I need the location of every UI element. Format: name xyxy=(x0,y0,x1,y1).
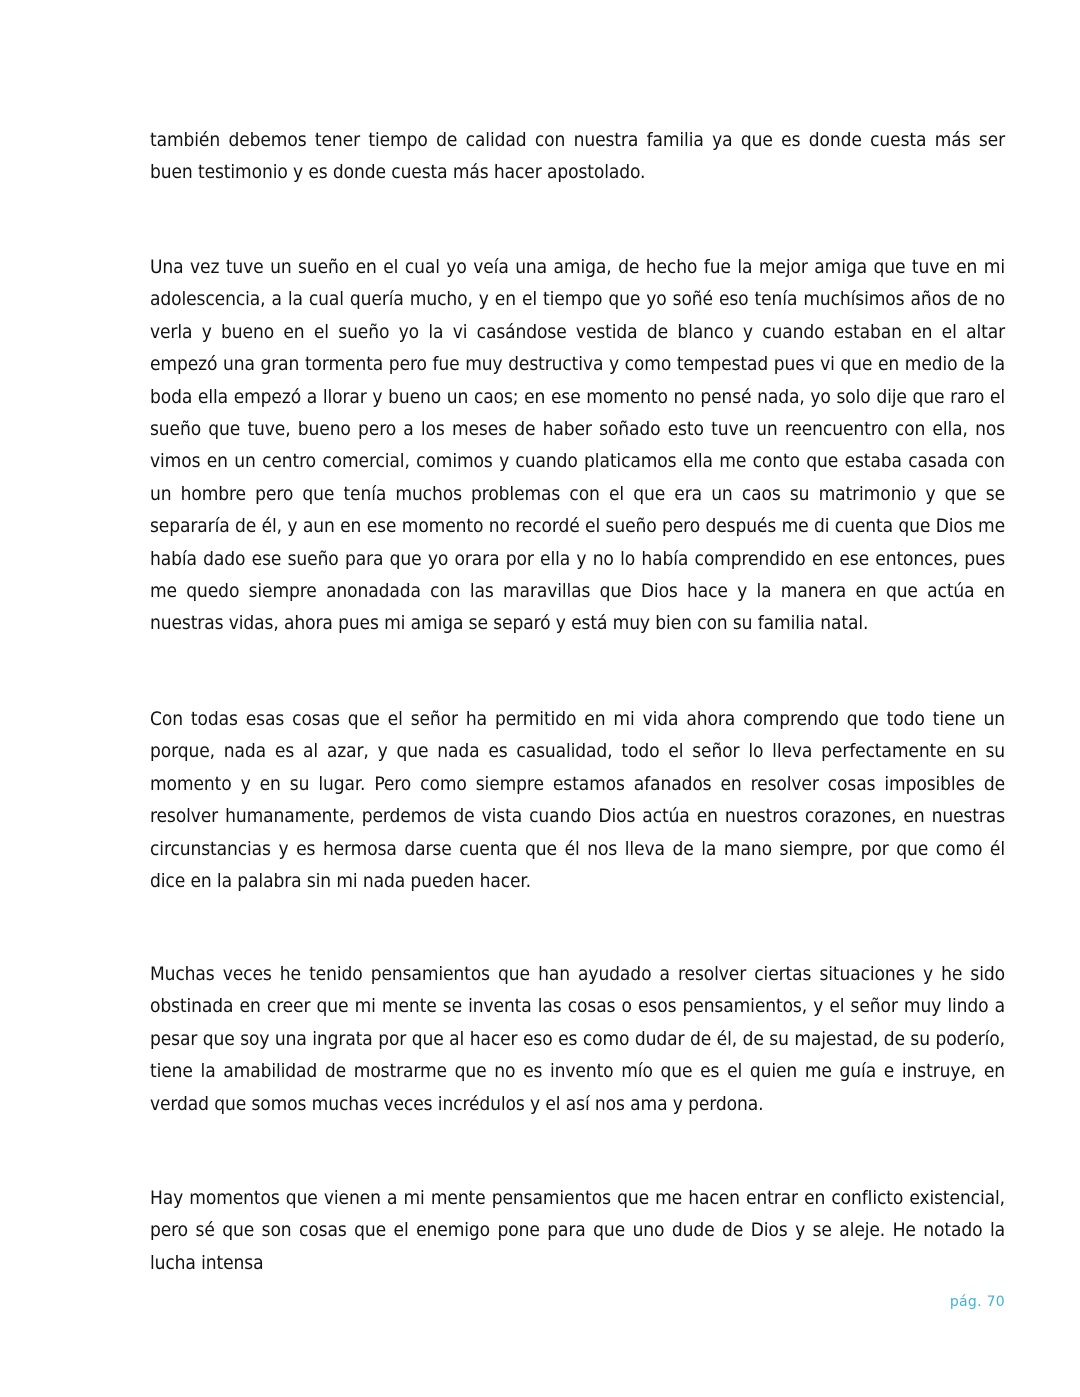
page-number: pág. 70 xyxy=(949,1294,1005,1310)
paragraph-3: Con todas esas cosas que el señor ha permitido en mi vida ahora comprendo que todo tiene un porque, nada es al azar, y que nada es casualidad, todo el señor lo lleva perfectamente en su momento y en su lugar. Pero como siempre estamos afanados en resolver cosas imposibles de resolver humanamente, perdemos de vista cuando Dios actúa en nuestros corazones, en nuestras circunstancias y es hermosa darse cuenta que él nos lleva de la mano siempre, por que como él dice en la palabra sin mi nada pueden hacer. xyxy=(150,708,1005,893)
paragraph-4: Muchas veces he tenido pensamientos que han ayudado a resolver ciertas situaciones y he sido obstinada en creer que mi mente se inventa las cosas o esos pensamientos, y el señor muy lindo a pesar que soy una ingrata por que al hacer eso es como dudar de él, de su majestad, de su poderío, tiene la amabilidad de mostrarme que no es invento mío que es el quien me guía e instruye, en verdad que somos muchas veces incrédulos y el así nos ama y perdona. xyxy=(150,963,1005,1115)
paragraph-1: también debemos tener tiempo de calidad con nuestra familia ya que es donde cuesta más ser buen testimonio y es donde cuesta más hacer apostolado. xyxy=(150,129,1005,184)
paragraph-5: Hay momentos que vienen a mi mente pensamientos que me hacen entrar en conflicto existencial, pero sé que son cosas que el enemigo pone para que uno dude de Dios y se aleje. He notado la lucha intensa xyxy=(150,1187,1005,1274)
paragraph-2: Una vez tuve un sueño en el cual yo veía una amiga, de hecho fue la mejor amiga que tuve en mi adolescencia, a la cual quería mucho, y en el tiempo que yo soñé eso tenía muchísimos años de no verla y bueno en el sueño yo la vi casándose vestida de blanco y cuando estaban en el altar empezó una gran tormenta pero fue muy destructiva y como tempestad pues vi que en medio de la boda ella empezó a llorar y bueno un caos; en ese momento no pensé nada, yo solo dije que raro el sueño que tuve, bueno pero a los meses de haber soñado esto tuve un reencuentro con ella, nos vimos en un centro comercial, comimos y cuando platicamos ella me conto que estaba casada con un hombre pero que tenía muchos problemas con el que era un caos su matrimonio y que se separaría de él, y aun en ese momento no recordé el sueño pero después me di cuenta que Dios me había dado ese sueño para que yo orara por ella y no lo había comprendido en ese entonces, pues me quedo siempre anonadada con las maravillas que Dios hace y la manera en que actúa en nuestras vidas, ahora pues mi amiga se separó y está muy bien con su familia natal. xyxy=(150,256,1005,635)
